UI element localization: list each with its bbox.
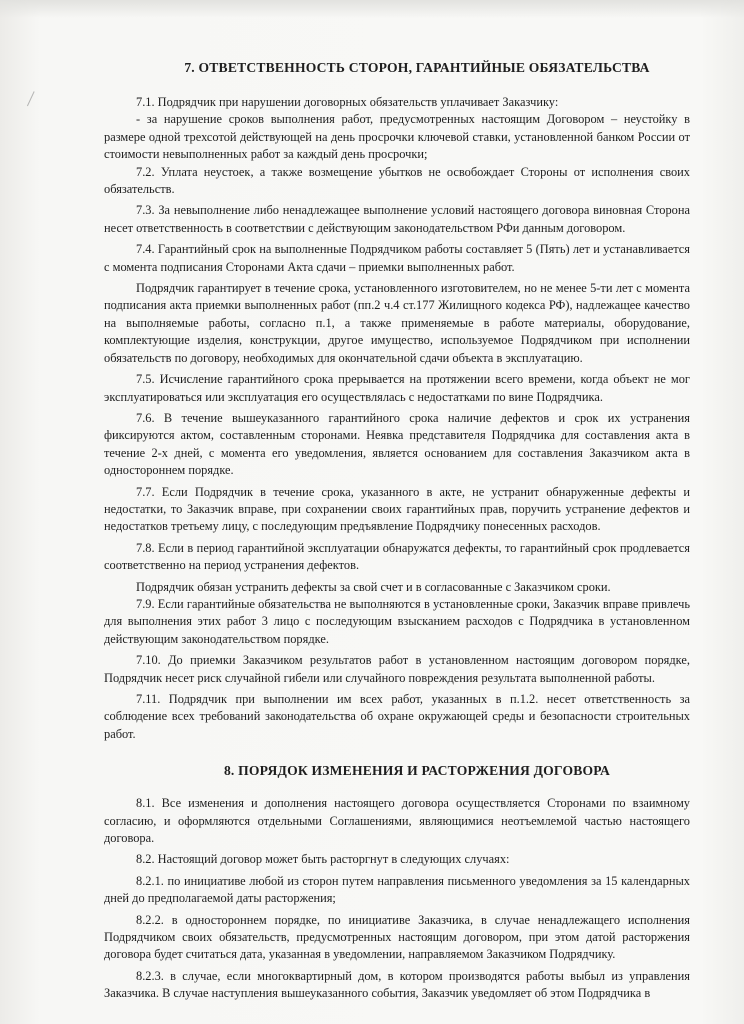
clause-7-4: 7.4. Гарантийный срок на выполненные Подрядчиком работы составляет 5 (Пять) лет и устанавливается с момента подписания Сторонами Акта сдачи – приемки выполненных работ. <box>104 242 690 274</box>
clause-7-4-guarantee: Подрядчик гарантирует в течение срока, установленного изготовителем, но не менее 5-ти лет с момента подписания акта приемки выполненных работ (пп.2 ч.4 ст.177 Жилищного кодекса РФ), надлежащее качество на выполняемые работы, согласно п.1, а также применяемые в работе материалы, оборудование, комплектующие изделия, конструкции, другое имущество, используемое Подрядчиком при исполнении обязательств по договору, необходимых для окончательной сдачи объекта в эксплуатацию. <box>104 281 690 365</box>
clause-8-2: 8.2. Настоящий договор может быть расторгнут в следующих случаях: <box>136 852 510 867</box>
section-8-title: 8. ПОРЯДОК ИЗМЕНЕНИЯ И РАСТОРЖЕНИЯ ДОГОВОРА <box>223 763 611 779</box>
clause-7-7: 7.7. Если Подрядчик в течение срока, указанного в акте, не устранит обнаруженные дефекты и недостатки, то Заказчик вправе, при сохранении своих гарантийных прав, поручить устранение дефектов и недостатков третьему лицу, с последующим предъявление Подрядчику понесенных расходов. <box>104 484 690 534</box>
clause-8-2-2: 8.2.2. в одностороннем порядке, по инициативе Заказчика, в случае ненадлежащего исполнения Подрядчиком своих обязательств, предусмотренных настоящим договором, при этом датой расторжения договора будет считаться дата, указанная в уведомлении, направляемом Заказчиком Подрядчику. <box>104 912 690 962</box>
clause-7-5: 7.5. Исчисление гарантийного срока прерывается на протяжении всего времени, когда объект не мог эксплуатироваться или эксплуатация его осуществлялась с недостатками по вине Подрядчика. <box>104 372 690 404</box>
clause-8-2-3: 8.2.3. в случае, если многоквартирный дом, в котором производятся работы выбыл из управления Заказчика. В случае наступления вышеуказанного события, Заказчик уведомляет об этом Подрядчика в <box>104 968 690 1001</box>
clause-8-1: 8.1. Все изменения и дополнения настоящего договора осуществляется Сторонами по взаимному согласию, и оформляются отдельными Соглашениями, являющимися неотъемлемой частью настоящего договора. <box>104 796 690 846</box>
document-body <box>104 58 690 1003</box>
scan-edge-shadow <box>0 0 744 18</box>
clause-7-2: 7.2. Уплата неустоек, а также возмещение убытков не освобождает Стороны от исполнения своих обязательств. <box>104 164 690 197</box>
clause-7-1: 7.1. Подрядчик при нарушении договорных обязательств уплачивает Заказчику: <box>136 95 559 109</box>
clause-7-9: 7.9. Если гарантийные обязательства не выполняются в установленные сроки, Заказчик вправе привлечь для выполнения этих работ 3 лицо с последующим взысканием расходов с Подрядчика в установленном действующим законодательством порядке. <box>104 596 690 646</box>
clause-8-2-1: 8.2.1. по инициативе любой из сторон путем направления письменного уведомления за 15 календарных дней до предполагаемой даты расторжения; <box>104 873 690 906</box>
clause-7-10: 7.10. До приемки Заказчиком результатов работ в установленном настоящим договором порядке, Подрядчик несет риск случайной гибели или случайного повреждения результата выполненной работы. <box>104 653 690 685</box>
pen-mark <box>27 91 40 108</box>
section-7-title: 7. ОТВЕТСТВЕННОСТЬ СТОРОН, ГАРАНТИЙНЫЕ ОБЯЗАТЕЛЬСТВА <box>184 60 650 75</box>
clause-7-6: 7.6. В течение вышеуказанного гарантийного срока наличие дефектов и срок их устранения фиксируются актом, составленным сторонами. Неявка представителя Подрядчика для составления акта в течение 2-х дней, с момента его уведомления, является основанием для составления Заказчиком акта в одностороннем порядке. <box>104 410 690 478</box>
clause-7-3: 7.3. За невыполнение либо ненадлежащее выполнение условий настоящего договора виновная Сторона несет ответственность в соответствии с действующим законодательством РФи данным договором. <box>104 203 690 235</box>
clause-7-1-penalty: - за нарушение сроков выполнения работ, предусмотренных настоящим Договором – неустойку в размере одной трехсотой действующей на день просрочки ключевой ставки, установленной банком России от стоимости невыполненных работ за каждый день просрочки; <box>104 112 690 162</box>
clause-7-8-obligation: Подрядчик обязан устранить дефекты за свой счет и в согласованные с Заказчиком сроки. <box>136 579 611 594</box>
clause-7-11: 7.11. Подрядчик при выполнении им всех работ, указанных в п.1.2. несет ответственность за соблюдение всех требований законодательства об охране окружающей среды и безопасности строительных работ. <box>104 692 690 741</box>
clause-7-8: 7.8. Если в период гарантийной эксплуатации обнаружатся дефекты, то гарантийный срок продлевается соответственно на период устранения дефектов. <box>104 540 690 573</box>
